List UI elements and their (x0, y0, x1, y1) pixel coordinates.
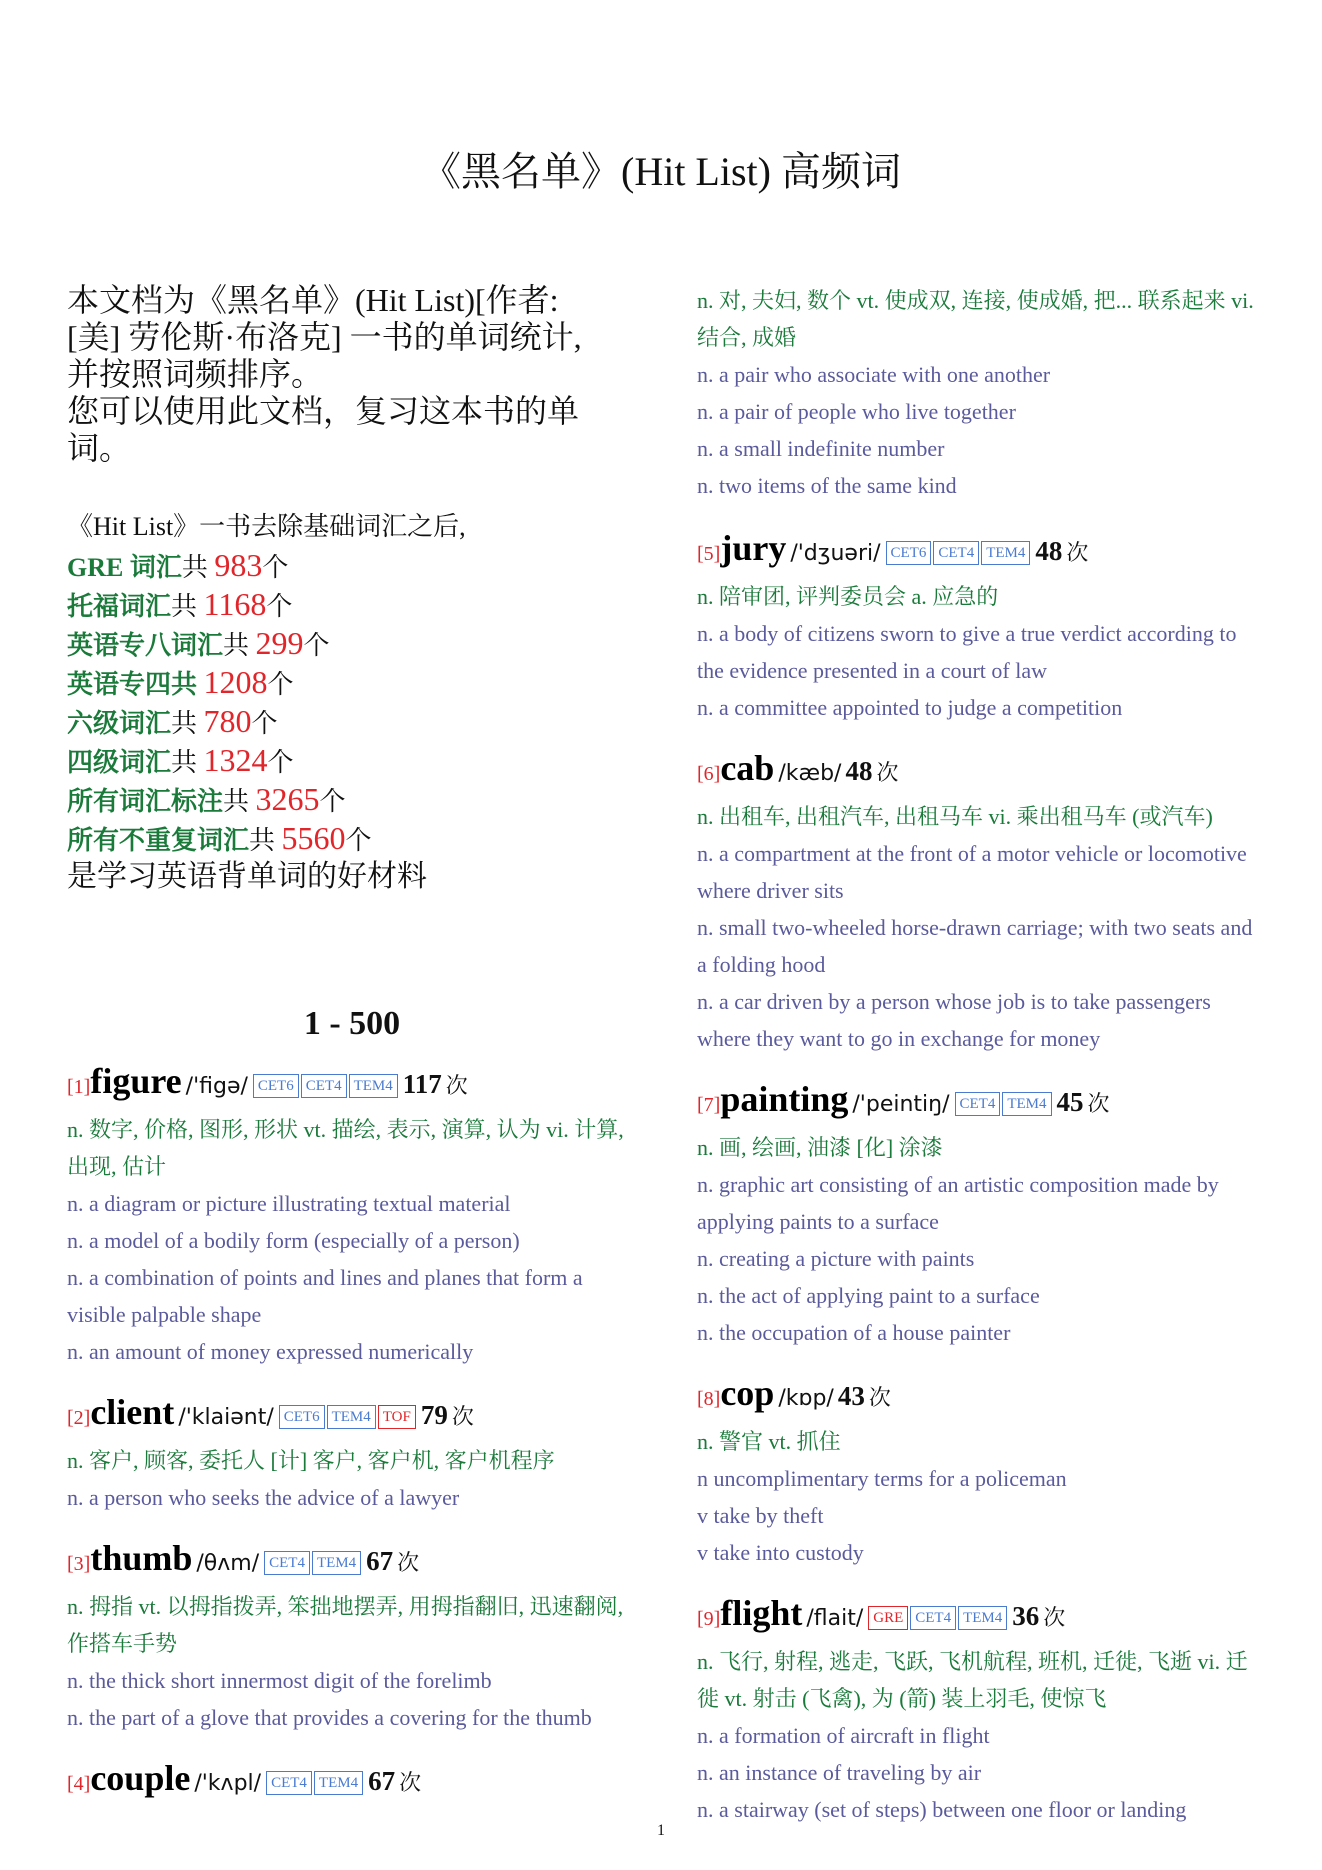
definition-cn: n. 出租车, 出租汽车, 出租马车 vi. 乘出租马车 (或汽车) (697, 804, 1213, 829)
stat-unit: 个 (267, 748, 294, 777)
definition-cn: n. 警官 vt. 抓住 (697, 1429, 841, 1454)
word-entry (697, 1591, 1265, 1828)
word-entry (67, 1756, 637, 1808)
definition-en: n. the thick short innermost digit of the forelimb (67, 1668, 492, 1693)
exam-tag-badge: TEM4 (314, 1771, 363, 1795)
entry-frequency: 79 (420, 1400, 448, 1430)
stat-count: 780 (203, 703, 252, 739)
stat-label: 英语专四共 (67, 670, 204, 699)
entry-index: [5] (697, 543, 721, 565)
definition-en: n. a formation of aircraft in flight (697, 1723, 990, 1748)
word-entry (697, 526, 1265, 726)
entry-continuation (697, 282, 1265, 504)
stat-unit: 个 (345, 826, 372, 855)
definition-en: n. a committee appointed to judge a competition (697, 695, 1123, 720)
stat-line (67, 664, 637, 703)
word-entry (697, 746, 1265, 1057)
entry-phonetic: /'peintiŋ/ (852, 1092, 950, 1117)
stat-mid: 共 (171, 592, 204, 621)
stat-line (67, 781, 637, 820)
intro-paragraph (67, 282, 637, 467)
entry-index: [6] (697, 763, 721, 785)
entry-head (67, 1390, 637, 1442)
definition-en: n. a stairway (set of steps) between one floor or landing (697, 1797, 1187, 1822)
stat-mid: 共 (223, 631, 256, 660)
stat-unit: 个 (262, 553, 289, 582)
entry-frequency: 67 (368, 1766, 396, 1796)
frequency-unit: 次 (1087, 1091, 1110, 1116)
entry-head (697, 1591, 1265, 1643)
entry-frequency: 36 (1012, 1601, 1040, 1631)
entry-phonetic: /'klaiənt/ (178, 1405, 274, 1430)
entry-phonetic: /'figə/ (185, 1074, 248, 1099)
entry-word: jury (720, 528, 787, 568)
definition-cn: n. 飞行, 射程, 逃走, 飞跃, 飞机航程, 班机, 迁徙, 飞逝 vi. 迁徙 vt. 射击 (飞禽), 为 (箭) 装上羽毛, 使惊飞 (697, 1649, 1248, 1711)
definition-en: n. the occupation of a house painter (697, 1320, 1011, 1345)
entry-index: [4] (67, 1773, 91, 1795)
frequency-unit: 次 (451, 1404, 474, 1429)
exam-tag-badge: CET4 (266, 1771, 312, 1795)
entry-word: thumb (90, 1538, 193, 1578)
definition-en: n. a car driven by a person whose job is to take passengers where they want to go in exchange for money (697, 989, 1211, 1051)
definition-en: n. the part of a glove that provides a covering for the thumb (67, 1705, 592, 1730)
entry-index: [8] (697, 1388, 721, 1410)
word-entry (67, 1390, 637, 1516)
entry-phonetic: /flait/ (806, 1606, 864, 1631)
exam-tag-badge: TEM4 (958, 1606, 1007, 1630)
exam-tag-badge: CET6 (253, 1074, 299, 1098)
entry-word: cop (720, 1373, 775, 1413)
stat-count: 3265 (255, 781, 320, 817)
stats-tail: 是学习英语背单词的好材料 (67, 860, 427, 893)
entry-word: flight (720, 1593, 803, 1633)
entry-frequency: 43 (837, 1381, 865, 1411)
stat-label: 所有词汇标注 (67, 787, 224, 816)
entry-head (697, 526, 1265, 578)
entry-phonetic: /kæb/ (778, 761, 842, 786)
exam-tag-badge: CET6 (279, 1405, 325, 1429)
definition-en: n. two items of the same kind (697, 473, 957, 498)
exam-tag-badge: CET4 (933, 541, 979, 565)
word-entry (697, 1077, 1265, 1351)
intro-line: 您可以使用此文档，复习这本书的单 (67, 393, 580, 429)
stat-line (67, 742, 637, 781)
entry-word: painting (720, 1079, 849, 1119)
stat-unit: 个 (319, 787, 346, 816)
definition-en: n. a person who seeks the advice of a lawyer (67, 1485, 460, 1510)
definition-en: n. graphic art consisting of an artistic composition made by applying paints to a surface (697, 1172, 1219, 1234)
exam-tag-badge: TEM4 (327, 1405, 376, 1429)
exam-tag-badge: CET4 (955, 1092, 1001, 1116)
stat-mid: 共 (171, 709, 204, 738)
stat-label: 所有不重复词汇 (67, 826, 250, 855)
frequency-unit: 次 (399, 1770, 422, 1795)
definition-cn: n. 对, 夫妇, 数个 vt. 使成双, 连接, 使成婚, 把... 联系起来 vi. 结合, 成婚 (697, 288, 1254, 350)
entry-frequency: 117 (402, 1069, 442, 1099)
definition-cn: n. 拇指 vt. 以拇指拨弄, 笨拙地摆弄, 用拇指翻旧, 迅速翻阅, 作搭车手势 (67, 1594, 624, 1656)
stat-line (67, 703, 637, 742)
stat-label: 托福词汇 (67, 592, 172, 621)
stat-count: 1208 (203, 664, 268, 700)
stat-line (67, 625, 637, 664)
definition-en: n. a pair of people who live together (697, 399, 1016, 424)
range-heading: 1 - 500 (303, 1005, 401, 1042)
definition-en: n. a combination of points and lines and planes that form a visible palpable shape (67, 1265, 583, 1327)
entry-head (697, 746, 1265, 798)
definition-en: v take by theft (697, 1503, 824, 1528)
exam-tag-badge: TEM4 (1002, 1092, 1051, 1116)
exam-tag-badge: TEM4 (981, 541, 1030, 565)
stat-label: 六级词汇 (67, 709, 172, 738)
definition-cn: n. 数字, 价格, 图形, 形状 vt. 描绘, 表示, 演算, 认为 vi. 计算, 出现, 估计 (67, 1117, 624, 1179)
entry-phonetic: /kɒp/ (778, 1386, 834, 1411)
right-entries (697, 526, 1265, 1828)
intro-line: 本文档为《黑名单》(Hit List)[作者: (67, 282, 559, 318)
exam-tag-badge: TEM4 (312, 1551, 361, 1575)
stat-line (67, 820, 637, 859)
exam-tag-badge: TEM4 (349, 1074, 398, 1098)
entry-frequency: 48 (845, 756, 873, 786)
entry-word: cab (720, 748, 775, 788)
stat-label: GRE 词汇 (67, 553, 182, 582)
entry-frequency: 48 (1035, 536, 1063, 566)
right-column (697, 282, 1265, 1848)
entry-head (67, 1059, 637, 1111)
stat-unit: 个 (303, 631, 330, 660)
stat-unit: 个 (251, 709, 278, 738)
definition-en: n. a pair who associate with one another (697, 362, 1051, 387)
word-entry (67, 1059, 637, 1370)
definition-cn: n. 画, 绘画, 油漆 [化] 涂漆 (697, 1135, 943, 1160)
entry-head (697, 1371, 1265, 1423)
exam-tag-badge: CET4 (910, 1606, 956, 1630)
intro-line: 并按照词频排序。 (67, 356, 324, 392)
definition-en: v take into custody (697, 1540, 864, 1565)
stat-line (67, 547, 637, 586)
entry-head (67, 1756, 637, 1808)
entry-word: couple (90, 1758, 191, 1798)
frequency-unit: 次 (868, 1385, 891, 1410)
stat-label: 四级词汇 (67, 748, 172, 777)
stat-line (67, 586, 637, 625)
definition-en: n. creating a picture with paints (697, 1246, 975, 1271)
exam-tag-badge: CET4 (264, 1551, 310, 1575)
stat-count: 983 (214, 547, 263, 583)
stat-mid: 共 (181, 553, 215, 582)
entry-phonetic: /θʌm/ (196, 1551, 260, 1576)
definition-cn: n. 陪审团, 评判委员会 a. 应急的 (697, 584, 999, 609)
entry-index: [1] (67, 1076, 91, 1098)
stat-count: 1324 (203, 742, 268, 778)
intro-line: [美] 劳伦斯·布洛克] 一书的单词统计, (67, 319, 582, 355)
stat-mid: 共 (223, 787, 256, 816)
page-number: 1 (657, 1822, 665, 1839)
stats-head: 《Hit List》一书去除基础词汇之后, (67, 512, 466, 541)
page-title: 《黑名单》(Hit List) 高频词 (421, 149, 901, 194)
definition-en: n. a compartment at the front of a motor vehicle or locomotive where driver sits (697, 841, 1247, 903)
stats-list (67, 547, 637, 859)
entry-index: [3] (67, 1553, 91, 1575)
definition-en: n. a diagram or picture illustrating textual material (67, 1191, 511, 1216)
entry-head (67, 1536, 637, 1588)
stats-block (67, 511, 637, 895)
definition-en: n. a small indefinite number (697, 436, 945, 461)
entry-phonetic: /'dʒuəri/ (790, 541, 881, 566)
definition-cn: n. 客户, 顾客, 委托人 [计] 客户, 客户机, 客户机程序 (67, 1448, 555, 1473)
definition-en: n. an amount of money expressed numerically (67, 1339, 474, 1364)
definition-en: n. the act of applying paint to a surface (697, 1283, 1040, 1308)
stat-label: 英语专八词汇 (67, 631, 224, 660)
stat-count: 299 (255, 625, 304, 661)
stat-unit: 个 (266, 592, 293, 621)
exam-tag-badge: CET4 (301, 1074, 347, 1098)
exam-tag-badge: CET6 (886, 541, 932, 565)
entry-index: [7] (697, 1094, 721, 1116)
stat-unit: 个 (267, 670, 294, 699)
word-entry (697, 1371, 1265, 1571)
definition-en: n. small two-wheeled horse-drawn carriage; with two seats and a folding hood (697, 915, 1253, 977)
left-entries (67, 1059, 637, 1808)
stat-mid: 共 (249, 826, 282, 855)
definition-en: n uncomplimentary terms for a policeman (697, 1466, 1067, 1491)
definition-en: n. a model of a bodily form (especially of a person) (67, 1228, 520, 1253)
word-entry (67, 1536, 637, 1736)
entry-word: client (90, 1392, 175, 1432)
frequency-unit: 次 (1043, 1605, 1066, 1630)
entry-index: [2] (67, 1407, 91, 1429)
entry-frequency: 67 (366, 1546, 394, 1576)
frequency-unit: 次 (1066, 540, 1089, 565)
definition-en: n. a body of citizens sworn to give a true verdict according to the evidence presented in a court of law (697, 621, 1237, 683)
entry-word: figure (90, 1061, 182, 1101)
definition-en: n. an instance of traveling by air (697, 1760, 982, 1785)
frequency-unit: 次 (445, 1073, 468, 1098)
stat-mid: 共 (171, 748, 204, 777)
entry-index: [9] (697, 1608, 721, 1630)
exam-tag-badge: TOF (378, 1405, 416, 1429)
entry-phonetic: /'kʌpl/ (194, 1771, 262, 1796)
frequency-unit: 次 (876, 760, 899, 785)
entry-head (697, 1077, 1265, 1129)
stat-count: 5560 (281, 820, 346, 856)
intro-line: 词。 (67, 430, 132, 466)
exam-tag-badge: GRE (868, 1606, 908, 1630)
left-column (67, 282, 637, 1828)
entry-frequency: 45 (1056, 1087, 1084, 1117)
stat-count: 1168 (203, 586, 267, 622)
frequency-unit: 次 (397, 1550, 420, 1575)
